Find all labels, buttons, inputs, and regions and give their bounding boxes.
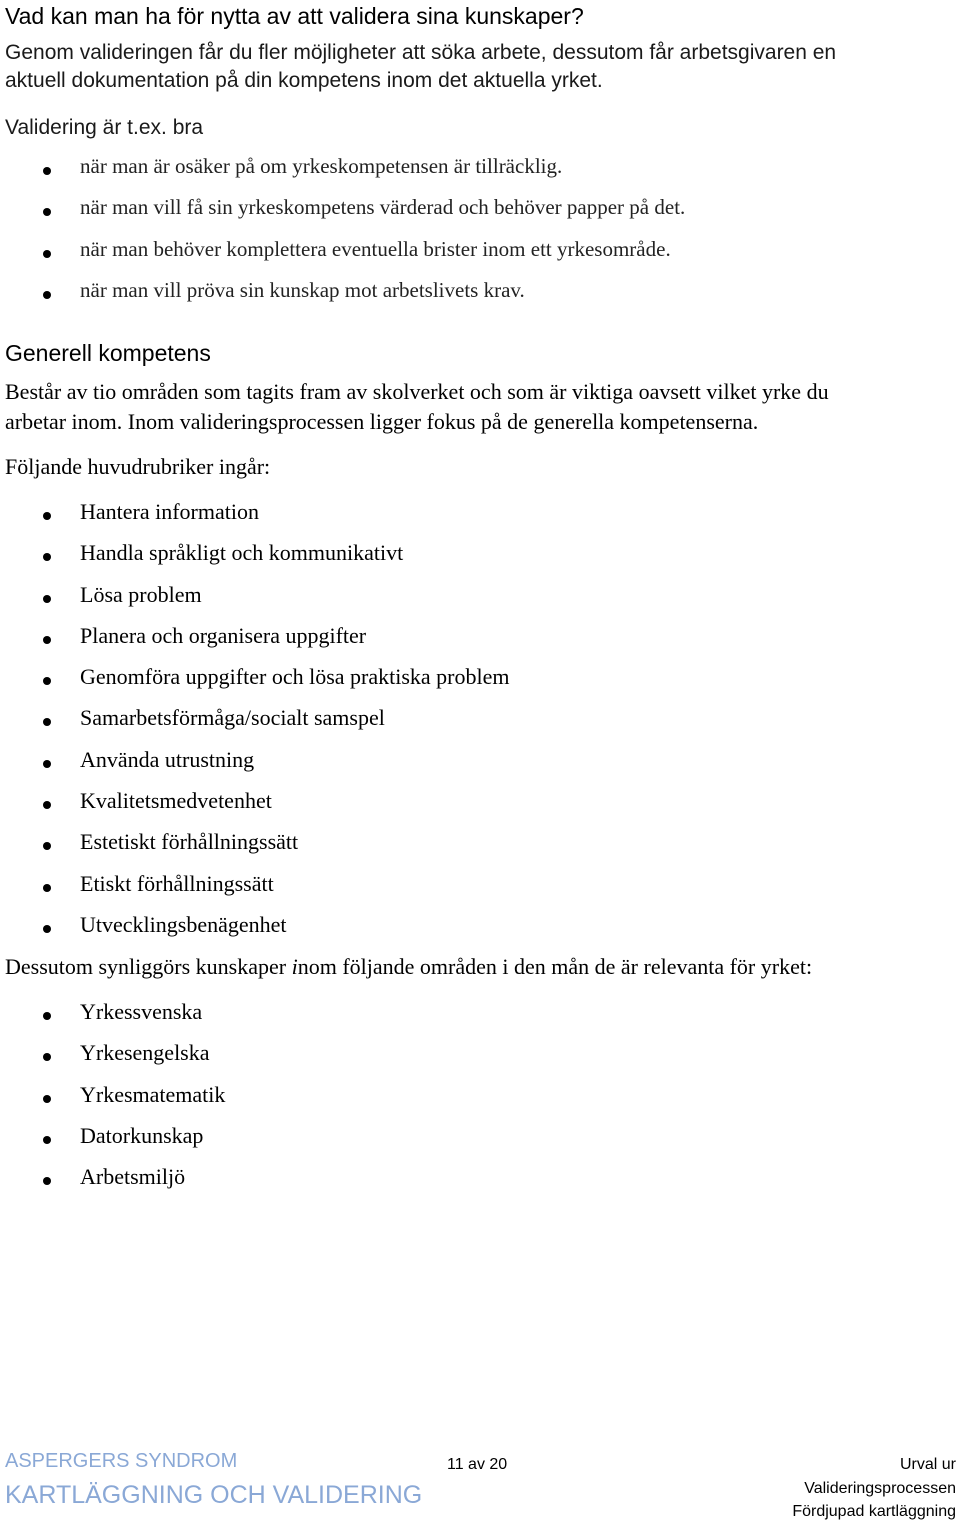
footer-right-line-2: Valideringsprocessen	[804, 1480, 956, 1497]
intro-line-1: Genom valideringen får du fler möjligheter att söka arbete, dessutom får arbetsgivaren en	[5, 41, 837, 64]
bullet-icon	[43, 760, 51, 768]
bullet-icon	[43, 842, 51, 850]
bullet-icon	[43, 718, 51, 726]
bullet-icon	[43, 1012, 51, 1020]
huvud-lead: Följande huvudrubriker ingår:	[5, 454, 271, 479]
bullet-icon	[43, 884, 51, 892]
bullet-icon	[43, 291, 51, 299]
dessutom-line: Dessutom synliggörs kunskaper inom följande områden i den mån de är relevanta för yrket:	[5, 954, 813, 979]
bullet-icon	[43, 595, 51, 603]
heading-generell: Generell kompetens	[5, 340, 211, 366]
page-number: 11 av 20	[447, 1456, 508, 1473]
bullet-icon	[43, 677, 51, 685]
footer-right-line-3: Fördjupad kartläggning	[792, 1503, 956, 1520]
bullet-icon	[43, 553, 51, 561]
bullet-icon	[43, 167, 51, 175]
bullet-icon	[43, 208, 51, 216]
bullet-icon	[43, 636, 51, 644]
generell-line-1: Består av tio områden som tagits fram av skolverket och som är viktiga oavsett vilket yrke du	[5, 379, 829, 404]
bullet-icon	[43, 925, 51, 933]
bullet-icon	[43, 801, 51, 809]
heading-nytta: Vad kan man ha för nytta av att validera sina kunskaper?	[5, 3, 584, 29]
footer-right-line-1: Urval ur	[899, 1456, 956, 1473]
validering-lead: Validering är t.ex. bra	[5, 116, 204, 139]
generell-line-2: arbetar inom. Inom valideringsprocessen ligger fokus på de generella kompetenserna.	[5, 409, 759, 434]
bullet-icon	[43, 1136, 51, 1144]
footer-title-line-2: KARTLÄGGNING OCH VALIDERING	[5, 1481, 423, 1509]
bullet-icon	[43, 512, 51, 520]
intro-line-2: aktuell dokumentation på din kompetens inom det aktuella yrket.	[5, 69, 603, 92]
bullet-icon	[43, 1053, 51, 1061]
bullet-icon	[43, 1095, 51, 1103]
footer-title-line-1: ASPERGERS SYNDROM	[5, 1450, 238, 1472]
bullet-icon	[43, 250, 51, 258]
bullet-icon	[43, 1177, 51, 1185]
